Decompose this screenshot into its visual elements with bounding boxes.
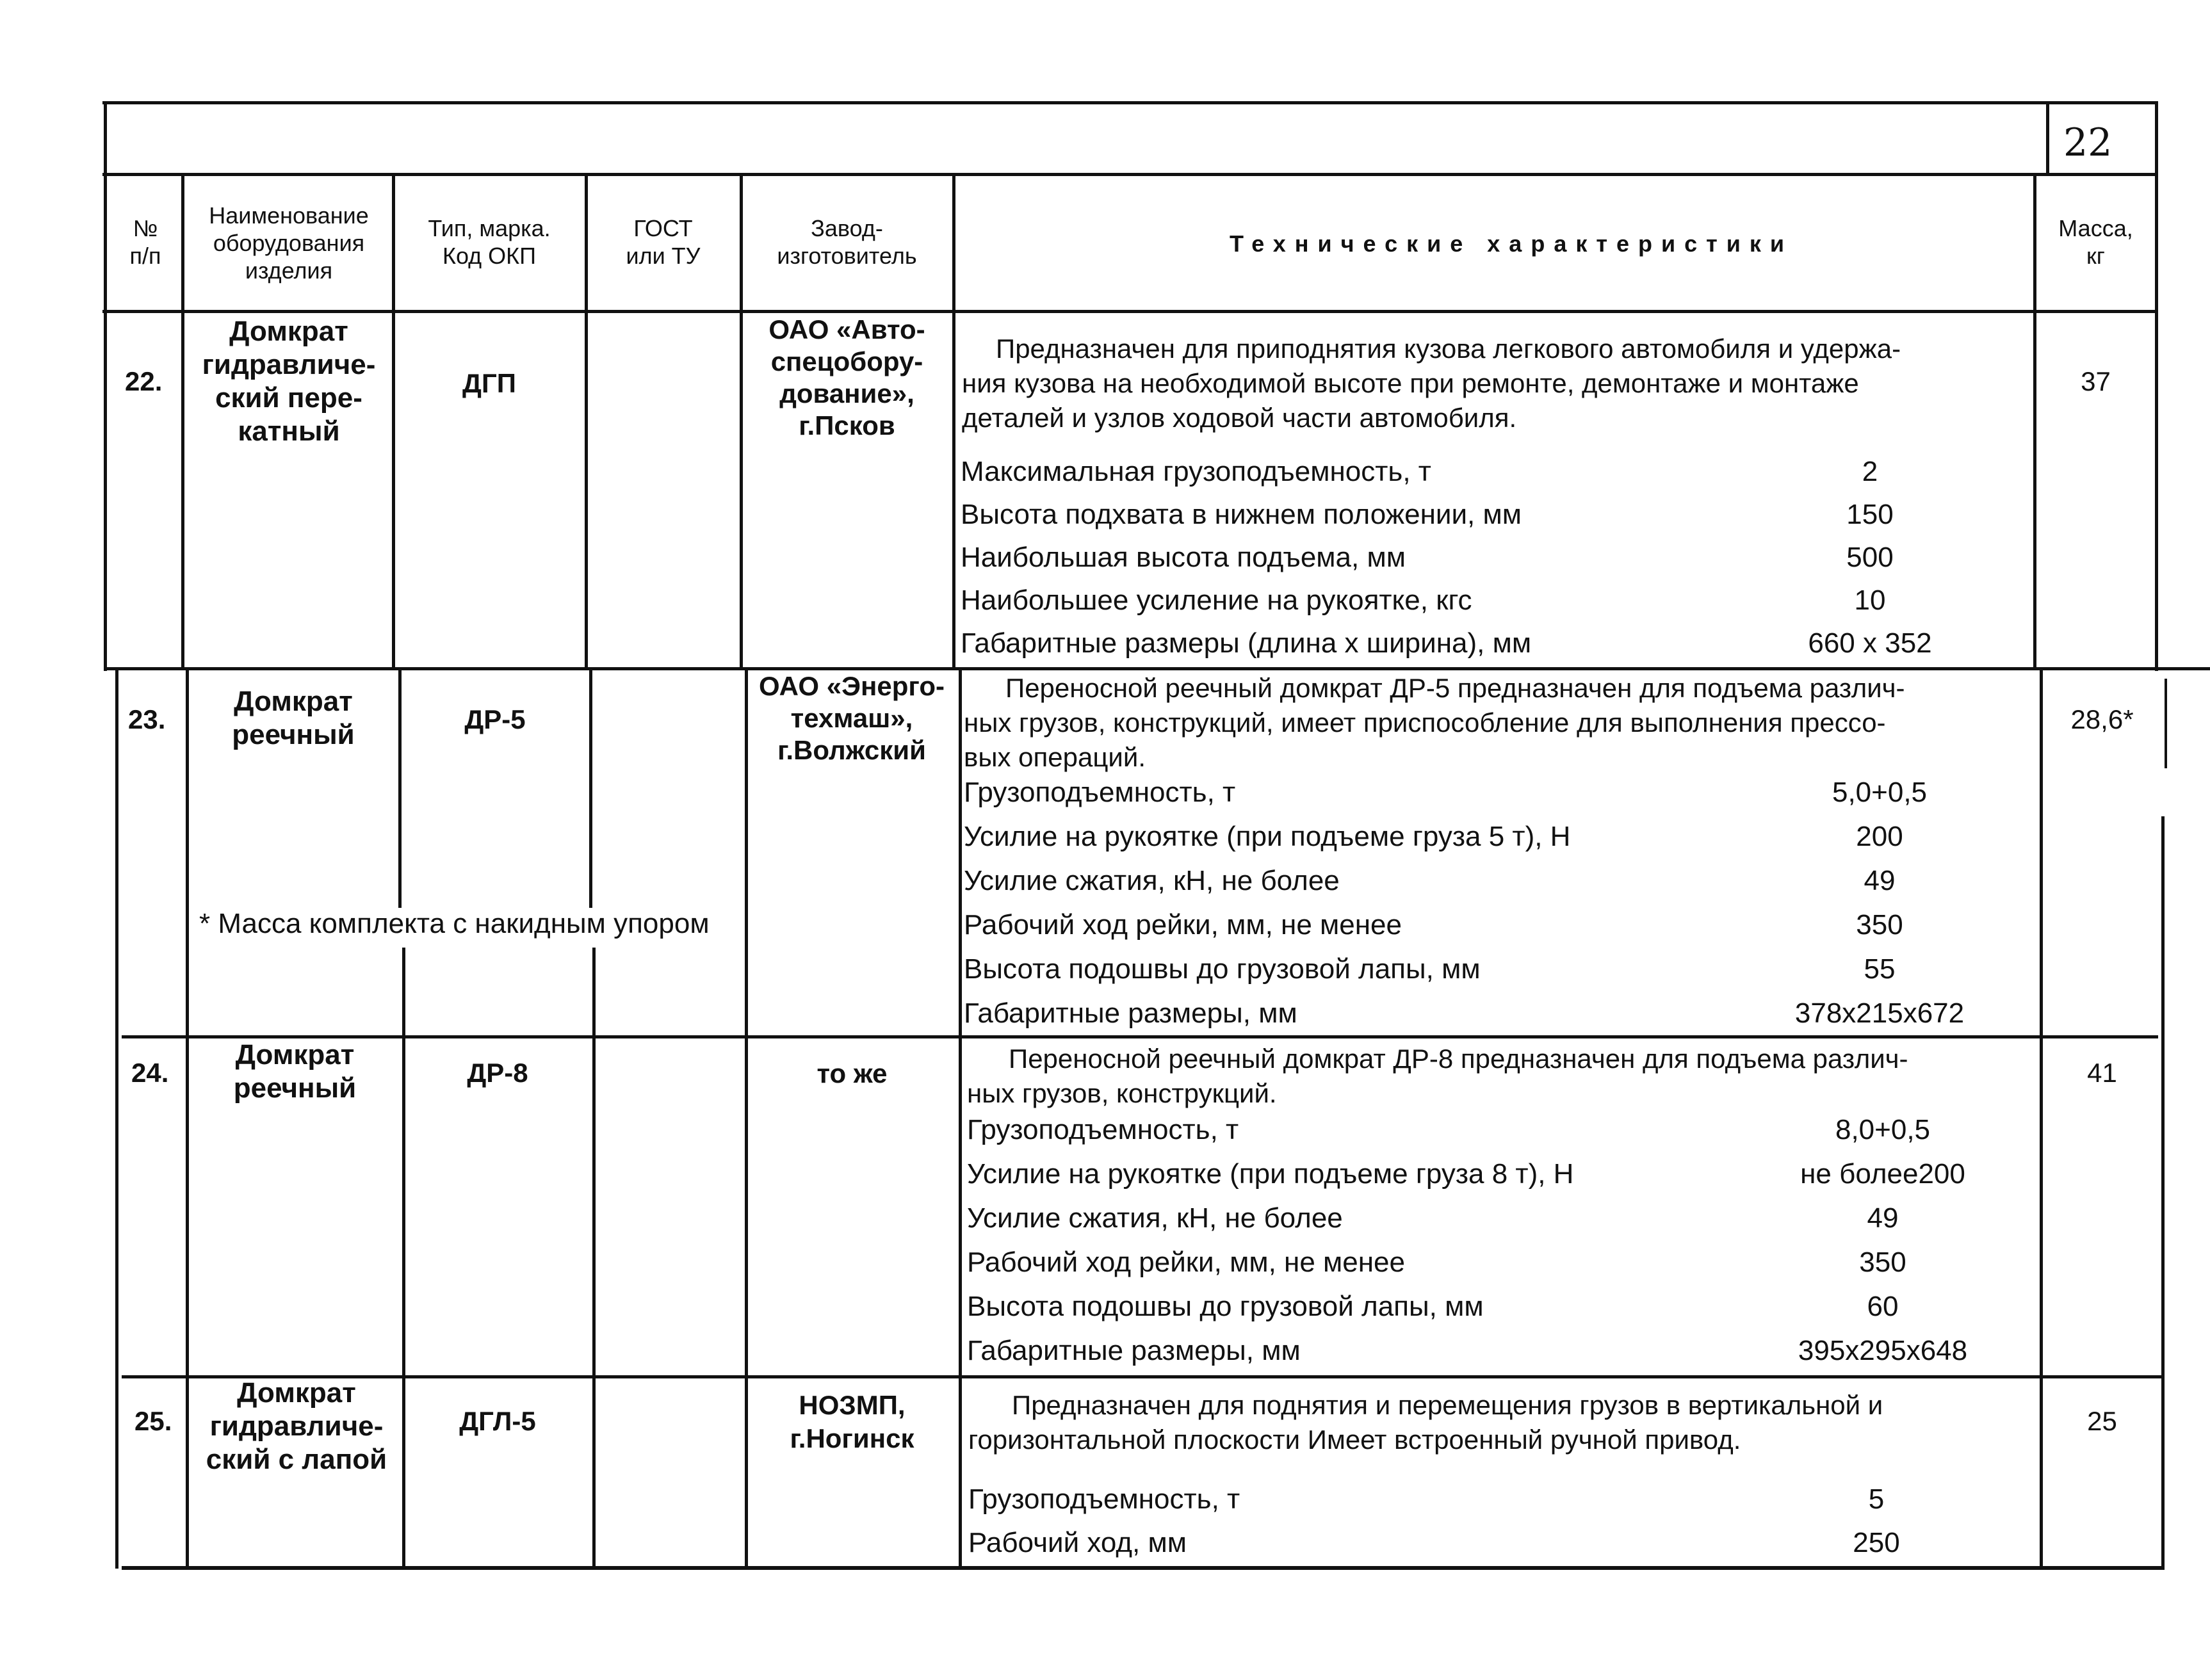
row24-param-value: не более200 xyxy=(1800,1158,1965,1190)
page-number-box-left xyxy=(2046,101,2049,175)
row22-name-line3: ский пере- xyxy=(215,382,362,414)
page-number: 22 xyxy=(2063,120,2113,165)
frame-right-line xyxy=(2155,101,2158,671)
row23-maker-line2: техмаш», xyxy=(790,703,913,733)
col-gost-left-line-2 xyxy=(589,669,592,919)
row23-name-line2: реечный xyxy=(232,719,355,750)
row23-bottom-line xyxy=(122,1035,2158,1038)
row24-param-label: Усилие на рукоятке (при подъеме груза 8 т), Н xyxy=(967,1158,1574,1190)
row24-param-value: 395х295х648 xyxy=(1798,1335,1968,1366)
header-num-line2: п/п xyxy=(129,243,161,269)
row22-maker-line4: г.Псков xyxy=(799,410,895,440)
row24-param-value: 350 xyxy=(1859,1247,1906,1278)
row24-param-label: Усилие сжатия, кН, не более xyxy=(967,1202,1343,1234)
row24-maker: то же xyxy=(817,1058,888,1088)
row23-desc-line1: Переносной реечный домкрат ДР-5 предназначен для подъема различ- xyxy=(1005,673,1905,703)
header-gost-line2: или ТУ xyxy=(626,243,701,269)
row25-param-value: 5 xyxy=(1868,1483,1885,1515)
row22-name-line4: катный xyxy=(238,416,340,447)
row22-param-value: 500 xyxy=(1846,542,1894,573)
row22-maker-line2: спецобору- xyxy=(770,346,923,376)
header-mass-line2: кг xyxy=(2086,243,2105,269)
row22-desc-line3: деталей и узлов ходовой части автомобиля. xyxy=(962,403,1517,433)
header-type-line2: Код ОКП xyxy=(442,243,537,269)
row25-name-line1: Домкрат xyxy=(237,1377,356,1409)
row22-name-line2: гидравличе- xyxy=(202,349,376,380)
row23-footnote: * Масса комплекта с накидным упором xyxy=(195,908,713,940)
row25-desc-line1: Предназначен для поднятия и перемещения грузов в вертикальной и xyxy=(1012,1390,1883,1420)
row22-mass: 37 xyxy=(2081,366,2111,396)
row23-param-value: 350 xyxy=(1856,909,1903,941)
row25-mass: 25 xyxy=(2087,1406,2117,1436)
row22-desc-line2: ния кузова на необходимой высоте при ремонте, демонтаже и монтаже xyxy=(962,368,1859,398)
header-maker-line2: изготовитель xyxy=(777,243,917,269)
row24-param-label: Высота подошвы до грузовой лапы, мм xyxy=(967,1291,1484,1322)
row22-bottom-line xyxy=(106,667,2210,670)
row23-type: ДР-5 xyxy=(464,704,526,734)
row23-param-label: Усилие на рукоятке (при подъеме груза 5 т), Н xyxy=(964,821,1571,852)
row22-maker-line3: дование», xyxy=(779,378,914,408)
row22-param-label: Высота подхвата в нижнем положении, мм xyxy=(961,499,1522,530)
header-maker-line1: Завод- xyxy=(811,215,883,241)
row22-param-value: 10 xyxy=(1854,585,1886,616)
row24-type: ДР-8 xyxy=(467,1058,528,1088)
col-type-left-line xyxy=(392,173,395,670)
row25-param-label: Грузоподъемность, т xyxy=(968,1483,1240,1515)
row23-param-value: 49 xyxy=(1864,865,1896,896)
header-tech: Технические характеристики xyxy=(1230,230,1794,257)
frame-top-line xyxy=(102,101,2158,104)
row25-name-line2: гидравличе- xyxy=(209,1410,384,1442)
row23-param-value: 378х215х672 xyxy=(1794,998,1965,1029)
row24-param-value: 60 xyxy=(1867,1291,1899,1322)
header-num-line1: № xyxy=(133,215,158,241)
header-mass-line1: Масса, xyxy=(2058,215,2133,241)
row25-number: 25. xyxy=(134,1406,172,1436)
row23-param-label: Высота подошвы до грузовой лапы, мм xyxy=(964,953,1481,985)
row24-desc-line2: ных грузов, конструкций. xyxy=(967,1078,1277,1108)
col-tech-left-line xyxy=(952,173,955,670)
row23-param-label: Усилие сжатия, кН, не более xyxy=(964,865,1340,896)
row23-param-value: 5,0+0,5 xyxy=(1832,777,1928,808)
row24-param-label: Габаритные размеры, мм xyxy=(967,1335,1301,1366)
header-name-line3: изделия xyxy=(245,257,333,284)
row22-name-line1: Домкрат xyxy=(229,316,348,347)
header-type-line1: Тип, марка. xyxy=(428,215,551,241)
row24-name-line1: Домкрат xyxy=(235,1039,355,1070)
row24-number: 24. xyxy=(131,1058,169,1088)
table-bottom-line xyxy=(122,1566,2165,1570)
header-gost-line1: ГОСТ xyxy=(633,215,693,241)
row25-maker-line1: НОЗМП, xyxy=(799,1390,906,1420)
row23-name-line1: Домкрат xyxy=(234,686,353,717)
row24-param-label: Рабочий ход рейки, мм, не менее xyxy=(967,1247,1405,1278)
frame-right-stub xyxy=(2165,679,2167,768)
row23-desc-line3: вых операций. xyxy=(964,742,1146,772)
row22-type: ДГП xyxy=(462,368,516,398)
row22-maker-line1: ОАО «Авто- xyxy=(768,314,925,344)
col-type-left-line-2 xyxy=(398,669,402,919)
row22-param-value: 150 xyxy=(1846,499,1894,530)
row24-param-value: 8,0+0,5 xyxy=(1835,1114,1931,1145)
row23-param-label: Габаритные размеры, мм xyxy=(964,998,1297,1029)
row25-name-line3: ский с лапой xyxy=(206,1444,387,1475)
row23-param-label: Грузоподъемность, т xyxy=(964,777,1236,808)
header-bottom-line xyxy=(102,310,2158,313)
row25-maker-line2: г.Ногинск xyxy=(790,1423,914,1453)
row22-param-label: Наибольшая высота подъема, мм xyxy=(961,542,1406,573)
row25-type: ДГЛ-5 xyxy=(459,1406,536,1436)
row24-desc-line1: Переносной реечный домкрат ДР-8 предназначен для подъема различ- xyxy=(1009,1044,1908,1074)
row23-maker-line3: г.Волжский xyxy=(777,735,926,765)
frame-left-line-2 xyxy=(115,669,118,1569)
frame-left-line xyxy=(104,101,107,671)
row23-maker-line1: ОАО «Энерго- xyxy=(759,671,945,701)
col-name-left-line-2 xyxy=(186,669,189,1569)
row25-desc-line2: горизонтальной плоскости Имеет встроенный ручной привод. xyxy=(968,1425,1741,1455)
row22-param-label: Наибольшее усиление на рукоятке, кгс xyxy=(961,585,1472,616)
row23-number: 23. xyxy=(128,704,166,734)
header-top-line xyxy=(102,173,2158,176)
col-tech-left-line-2 xyxy=(959,669,962,1569)
row22-param-value: 2 xyxy=(1862,456,1878,487)
row24-bottom-line xyxy=(122,1375,2165,1378)
col-gost-left-line-3 xyxy=(592,948,596,1569)
row22-desc-line1: Предназначен для приподнятия кузова легкового автомобиля и удержа- xyxy=(996,334,1901,364)
col-type-left-line-3 xyxy=(402,948,405,1569)
row25-param-value: 250 xyxy=(1853,1527,1900,1558)
row23-desc-line2: ных грузов, конструкций, имеет приспособление для выполнения прессо- xyxy=(964,707,1886,738)
row22-number: 22. xyxy=(125,366,163,396)
row24-param-label: Грузоподъемность, т xyxy=(967,1114,1239,1145)
row24-param-value: 49 xyxy=(1867,1202,1899,1234)
row23-param-value: 55 xyxy=(1864,953,1896,985)
row22-param-label: Габаритные размеры (длина х ширина), мм xyxy=(961,627,1532,659)
col-name-left-line xyxy=(181,173,184,670)
row22-param-label: Максимальная грузоподъемность, т xyxy=(961,456,1431,487)
row23-param-label: Рабочий ход рейки, мм, не менее xyxy=(964,909,1402,941)
row23-param-value: 200 xyxy=(1856,821,1903,852)
row25-param-label: Рабочий ход, мм xyxy=(968,1527,1187,1558)
row24-name-line2: реечный xyxy=(233,1072,357,1104)
row22-param-value: 660 х 352 xyxy=(1808,627,1932,659)
header-name-line1: Наименование xyxy=(209,202,369,229)
header-name-line2: оборудования xyxy=(213,230,365,256)
row23-mass: 28,6* xyxy=(2070,704,2134,734)
row24-mass: 41 xyxy=(2087,1058,2117,1088)
frame-right-line-2 xyxy=(2161,816,2165,1569)
